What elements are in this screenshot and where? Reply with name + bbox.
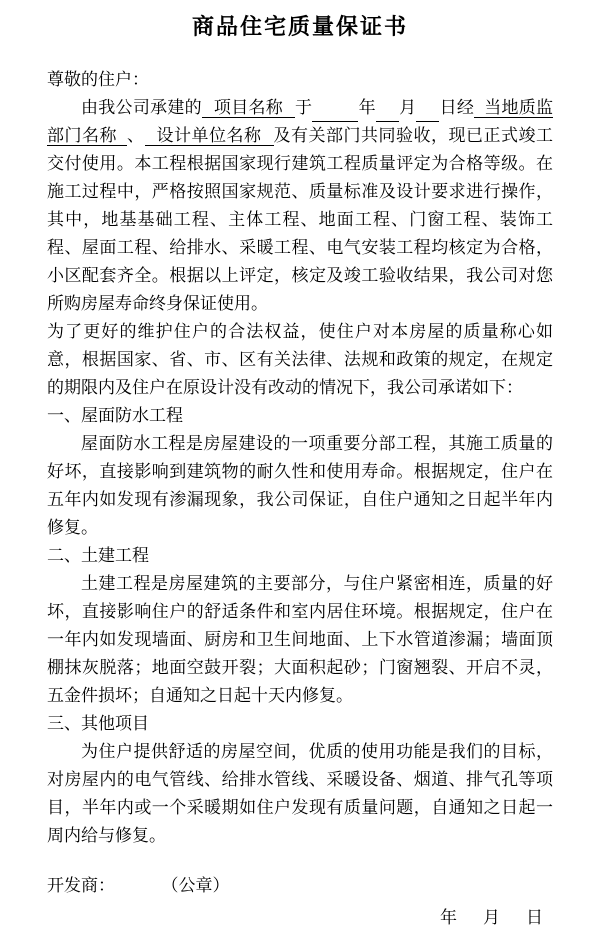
opening-text: 月 <box>398 98 417 117</box>
opening-text: 年 <box>358 98 376 117</box>
section-body-roof-waterproofing: 屋面防水工程是房屋建设的一项重要分部工程，其施工质量的好坏，直接影响到建筑物的耐久性和使用寿命。根据规定，住户在五年内如发现有渗漏现象，我公司保证，自住户通知之日起半年内修复。 <box>47 434 553 537</box>
section-heading-roof-waterproofing: 一、屋面防水工程 <box>47 406 183 425</box>
date-line <box>47 904 553 932</box>
blank-supervision-department: 当地质监部门名称 <box>47 98 554 145</box>
section-heading-civil-works: 二、土建工程 <box>47 546 149 565</box>
opening-text: 、 <box>127 126 145 145</box>
opening-text: 于 <box>295 98 313 117</box>
blank-design-unit: 设计单位名称 <box>145 126 274 146</box>
developer-signature-line <box>47 872 553 900</box>
opening-paragraph <box>47 94 553 318</box>
developer-label: 开发商： <box>47 876 115 895</box>
date-month-label: 月 <box>483 908 500 927</box>
opening-text: 由我公司承建的 <box>81 98 202 117</box>
blank-day <box>416 105 439 122</box>
official-seal-label: （公章） <box>170 876 230 895</box>
section-body-civil-works: 土建工程是房屋建筑的主要部分，与住户紧密相连，质量的好坏，直接影响住户的舒适条件和室内居住环境。根据规定，住户在一年内如发现墙面、厨房和卫生间地面、上下水管道渗漏；墙面顶棚抹灰脱落；地面空鼓开裂；大面积起砂；门窗翘裂、开启不灵，五金件损坏；自通知之日起十天内修复。 <box>47 574 553 705</box>
blank-project-name: 项目名称 <box>202 98 295 118</box>
section-heading-other-items: 三、其他项目 <box>47 714 149 733</box>
document-title: 商品住宅质量保证书 <box>191 14 408 39</box>
salutation: 尊敬的住户： <box>47 70 149 89</box>
date-day-label: 日 <box>526 908 543 927</box>
blank-year <box>312 105 358 122</box>
opening-text: 日经 <box>439 98 475 117</box>
blank-month <box>376 105 399 122</box>
opening-text: 及有关部门共同验收，现已正式竣工交付使用。本工程根据国家现行建筑工程质量评定为合格等级。在施工过程中，严格按照国家规范、质量标准及设计要求进行操作，其中，地基基础工程、主体工程、地面工程、门窗工程、装饰工程、屋面工程、给排水、采暖工程、电气安装工程均核定为合格，小区配套齐全。根据以上评定，核定及竣工验收结果，我公司对您所购房屋寿命终身保证使用。 <box>47 126 553 313</box>
pledge-intro-paragraph: 为了更好的维护住户的合法权益，使住户对本房屋的质量称心如意，根据国家、省、市、区有关法律、法规和政策的规定，在规定的期限内及住户在原设计没有改动的情况下，我公司承诺如下： <box>47 322 553 397</box>
section-body-other-items: 为住户提供舒适的房屋空间，优质的使用功能是我们的目标，对房屋内的电气管线、给排水管线、采暖设备、烟道、排气孔等项目，半年内或一个采暖期如住户发现有质量问题，自通知之日起一周内给与修复。 <box>47 742 553 845</box>
date-year-label: 年 <box>440 908 457 927</box>
